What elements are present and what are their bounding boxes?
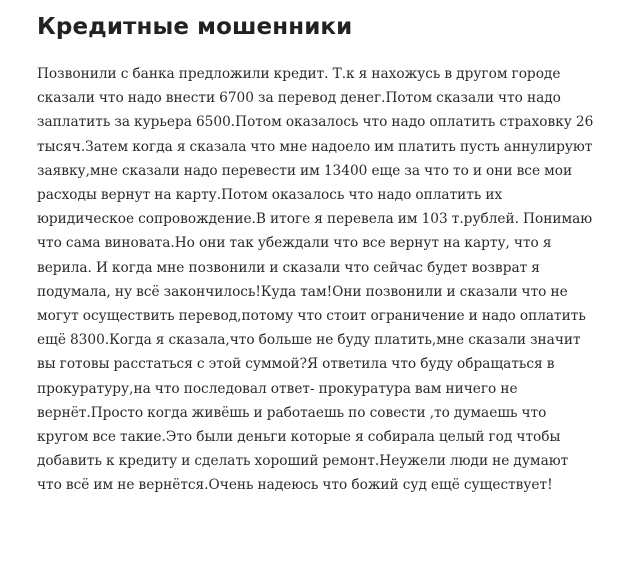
article-title: Кредитные мошенники bbox=[37, 14, 353, 40]
article bbox=[37, 10, 597, 498]
article-body: Позвонили с банка предложили кредит. Т.к я нахожусь в другом городе сказали что надо внести 6700 за перевод денег.Потом сказали что надо заплатить за курьера 6500.Потом оказалось что надо оплатить страховку 26 тысяч.Затем когда я сказала что мне надоело им платить пусть аннулируют заявку,мне сказали надо перевести им 13400 еще за что то и они все мои расходы вернут на карту.Потом оказалось что надо оплатить их юридическое сопровождение.В итоге я перевела им 103 т.рублей. Понимаю что сама виновата.Но они так убеждали что все вернут на карту, что я верила. И когда мне позвонили и сказали что сейчас будет возврат я подумала, ну всё закончилось!Куда там!Они позвонили и сказали что не могут осуществить перевод,потому что стоит ограничение и надо оплатить ещё 8300.Когда я сказала,что больше не буду платить,мне сказали значит вы готовы расстаться с этой суммой?Я ответила что буду обращаться в прокуратуру,на что последовал ответ- прокуратура вам ничего не вернёт.Просто когда живёшь и работаешь по совести ,то думаешь что кругом все такие.Это были деньги которые я собирала целый год чтобы добавить к кредиту и сделать хороший ремонт.Неужели люди не думают что всё им не вернётся.Очень надеюсь что божий суд ещё существует! bbox=[37, 66, 594, 494]
